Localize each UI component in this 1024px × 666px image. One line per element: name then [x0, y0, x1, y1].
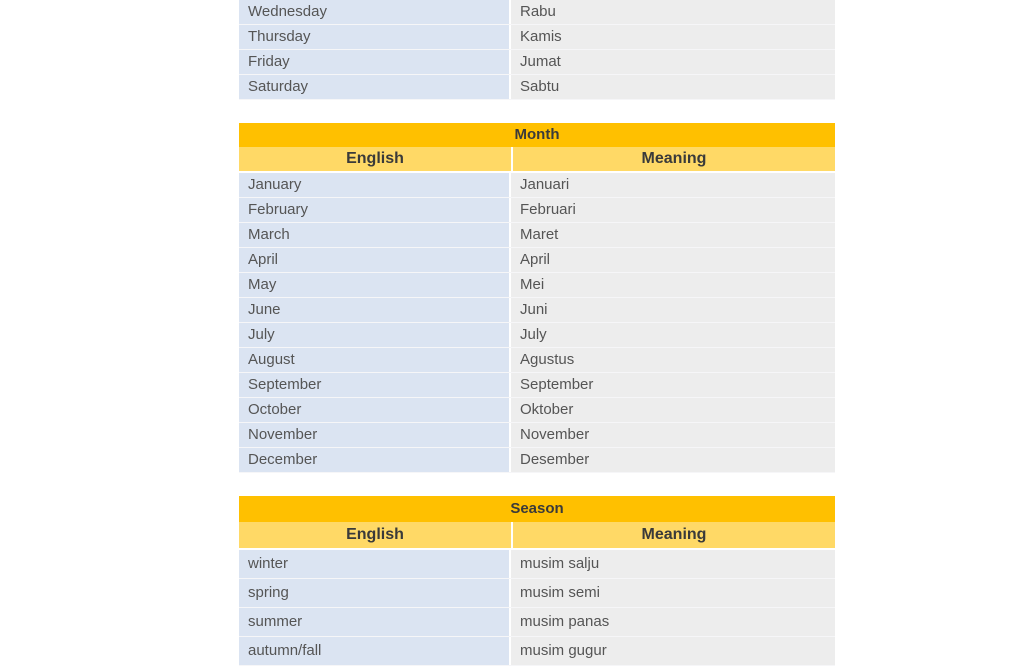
english-cell: Saturday: [239, 75, 511, 99]
english-cell: July: [239, 323, 511, 347]
table-row: [239, 0, 835, 25]
meaning-cell: July: [511, 323, 835, 347]
table-row: [239, 298, 835, 323]
english-cell: April: [239, 248, 511, 272]
meaning-cell: Jumat: [511, 50, 835, 74]
season-table: [239, 496, 835, 666]
english-cell: Thursday: [239, 25, 511, 49]
table-row: [239, 423, 835, 448]
meaning-header: Meaning: [641, 526, 707, 543]
meaning-cell: Sabtu: [511, 75, 835, 99]
english-cell: autumn/fall: [239, 637, 511, 665]
meaning-cell: Mei: [511, 273, 835, 297]
meaning-cell: musim semi: [511, 579, 835, 607]
meaning-cell: April: [511, 248, 835, 272]
table-row: [239, 579, 835, 608]
english-cell: Wednesday: [239, 0, 511, 24]
english-header: English: [239, 522, 513, 548]
meaning-cell: musim salju: [511, 550, 835, 578]
table-row: [239, 608, 835, 637]
meaning-cell: November: [511, 423, 835, 447]
month-table: [239, 123, 835, 473]
meaning-cell: Februari: [511, 198, 835, 222]
table-row: [239, 173, 835, 198]
meaning-header: Meaning: [641, 150, 707, 167]
meaning-cell: September: [511, 373, 835, 397]
table-row: [239, 198, 835, 223]
table-row: [239, 348, 835, 373]
english-cell: December: [239, 448, 511, 472]
meaning-cell: Rabu: [511, 0, 835, 24]
english-cell: September: [239, 373, 511, 397]
table-header: [239, 522, 835, 550]
english-cell: winter: [239, 550, 511, 578]
english-cell: summer: [239, 608, 511, 636]
meaning-cell: Maret: [511, 223, 835, 247]
table-row: [239, 323, 835, 348]
meaning-cell: Agustus: [511, 348, 835, 372]
table-row: [239, 75, 835, 100]
day-table: [239, 0, 835, 100]
table-row: [239, 273, 835, 298]
meaning-cell: musim gugur: [511, 637, 835, 665]
english-cell: October: [239, 398, 511, 422]
table-row: [239, 50, 835, 75]
table-title: Season: [239, 496, 835, 522]
table-title: Month: [239, 123, 835, 147]
english-cell: August: [239, 348, 511, 372]
meaning-cell: Oktober: [511, 398, 835, 422]
table-row: [239, 448, 835, 473]
table-header: [239, 147, 835, 173]
english-cell: Friday: [239, 50, 511, 74]
table-row: [239, 248, 835, 273]
english-cell: February: [239, 198, 511, 222]
meaning-cell: Kamis: [511, 25, 835, 49]
meaning-cell: musim panas: [511, 608, 835, 636]
meaning-cell: Januari: [511, 173, 835, 197]
table-row: [239, 637, 835, 666]
english-cell: January: [239, 173, 511, 197]
table-row: [239, 373, 835, 398]
table-row: [239, 223, 835, 248]
english-cell: June: [239, 298, 511, 322]
english-cell: May: [239, 273, 511, 297]
meaning-cell: Desember: [511, 448, 835, 472]
meaning-cell: Juni: [511, 298, 835, 322]
table-row: [239, 550, 835, 579]
english-header: English: [239, 147, 513, 171]
english-cell: spring: [239, 579, 511, 607]
table-row: [239, 25, 835, 50]
table-row: [239, 398, 835, 423]
english-cell: November: [239, 423, 511, 447]
english-cell: March: [239, 223, 511, 247]
